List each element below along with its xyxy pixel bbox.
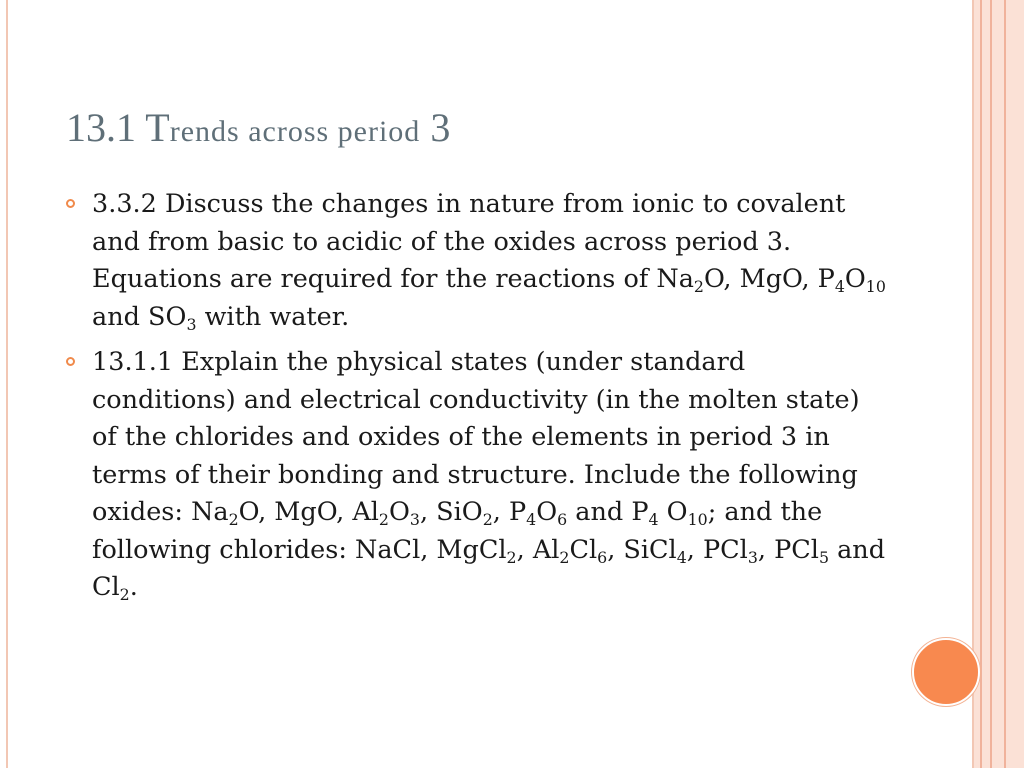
text-run: O, MgO, P xyxy=(703,264,835,294)
text-run: . xyxy=(129,572,138,602)
subscript: 4 xyxy=(648,510,659,530)
text-run: with water. xyxy=(196,301,350,332)
subscript: 2 xyxy=(559,547,570,567)
text-run: O xyxy=(844,264,866,294)
title-part: rends across period xyxy=(169,115,421,148)
subscript: 2 xyxy=(119,585,130,605)
text-run: , P xyxy=(492,497,527,527)
decorative-stripes xyxy=(974,0,1024,768)
text-run: ; and the following chlorides: NaCl, MgCl xyxy=(92,497,823,565)
subscript: 2 xyxy=(378,510,389,530)
text-run: O xyxy=(388,497,410,527)
text-run: and P xyxy=(567,497,649,527)
subscript: 4 xyxy=(526,510,537,530)
subscript: 3 xyxy=(186,314,197,334)
title-part: 3 xyxy=(420,105,451,150)
text-run: O xyxy=(536,497,558,527)
bullet-list xyxy=(66,186,886,615)
subscript: 4 xyxy=(676,547,687,567)
subscript: 2 xyxy=(693,277,704,297)
bullet-circle-icon xyxy=(66,199,75,208)
text-run: O xyxy=(658,497,688,527)
bullet-text xyxy=(92,344,886,607)
bullet-item xyxy=(66,344,886,607)
subscript: 5 xyxy=(818,547,829,567)
bullet-circle-icon xyxy=(66,357,75,366)
subscript: 10 xyxy=(687,510,708,530)
text-run: and Cl xyxy=(92,534,886,602)
text-run: , PCl xyxy=(757,534,819,565)
subscript: 2 xyxy=(506,547,517,567)
subscript: 3 xyxy=(747,547,758,567)
text-run: , PCl xyxy=(686,534,748,565)
subscript: 6 xyxy=(557,510,568,530)
subscript: 2 xyxy=(228,510,239,530)
text-run: 3.3.2 Discuss the changes in nature from ionic to covalent and from basic to acidic of the oxides across period 3. Equations are required for the reactions of Na xyxy=(92,189,846,294)
text-run: , SiO xyxy=(419,497,483,527)
subscript: 4 xyxy=(834,277,845,297)
subscript: 6 xyxy=(597,547,608,567)
text-run: Cl xyxy=(569,534,598,565)
decorative-circle xyxy=(912,638,980,706)
text-run: 13.1.1 Explain the physical states (under standard conditions) and electrical conductivity (in the molten state) of the chlorides and oxides of the elements in period 3 in terms of their bonding and structure. Include the following oxides: Na xyxy=(92,347,860,527)
text-run: , SiCl xyxy=(607,534,677,565)
text-run: and SO xyxy=(92,301,187,332)
bullet-text xyxy=(92,186,886,336)
subscript: 2 xyxy=(482,510,493,530)
text-run: O, MgO, Al xyxy=(238,497,379,527)
slide-title xyxy=(66,104,450,151)
title-part: 13.1 T xyxy=(66,105,170,150)
text-run: , Al xyxy=(516,534,560,565)
subscript: 10 xyxy=(865,277,886,297)
subscript: 3 xyxy=(409,510,420,530)
bullet-item xyxy=(66,186,886,336)
